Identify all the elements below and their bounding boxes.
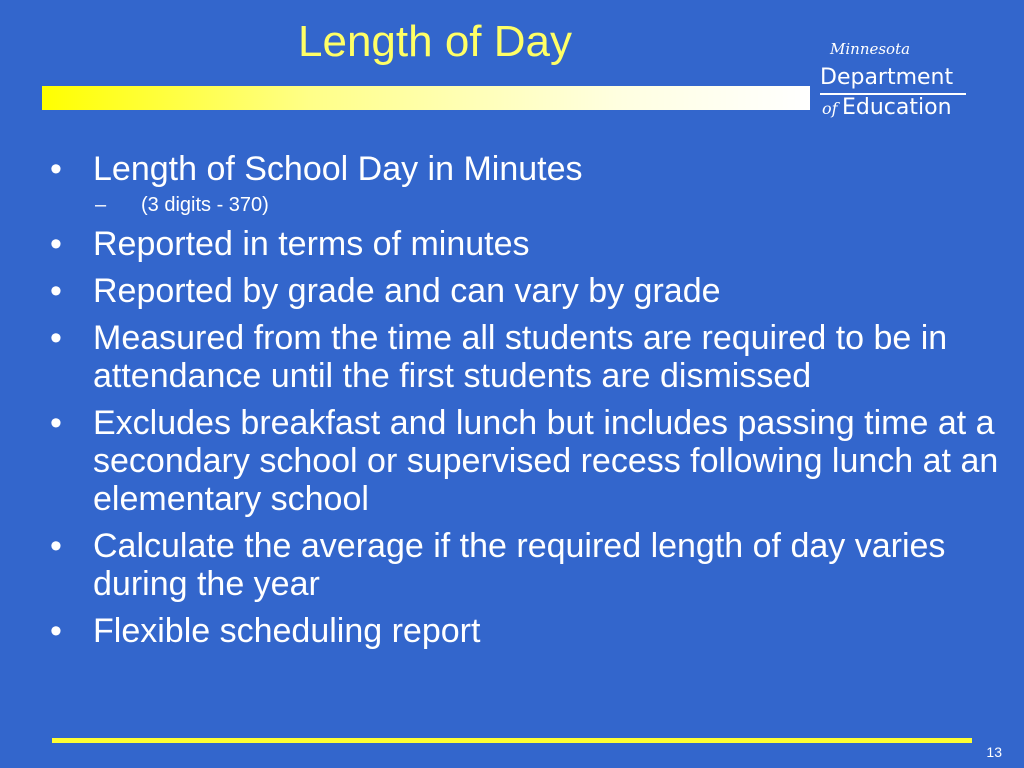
bullet-item: [50, 527, 1010, 603]
bullet-text: Calculate the average if the required length of day varies during the year: [93, 527, 946, 603]
bullet-text: Flexible scheduling report: [93, 612, 481, 650]
bullet-text: Excludes breakfast and lunch but includes passing time at a secondary school or supervised recess following lunch at an elementary school: [93, 404, 999, 518]
bullet-item: [50, 150, 1010, 188]
slide-title: Length of Day: [298, 17, 572, 66]
page-number: 13: [986, 744, 1002, 760]
sub-bullet-item: [93, 193, 1010, 217]
bullet-item: [50, 319, 1010, 395]
bullet-list: [50, 150, 1010, 659]
bullet-text: Length of School Day in Minutes: [93, 150, 583, 188]
bullet-dot: •: [50, 319, 62, 357]
bullet-item: [50, 225, 1010, 263]
bullet-dot: •: [50, 272, 62, 310]
bullet-dot: •: [50, 150, 62, 188]
bullet-dot: •: [50, 225, 62, 263]
bullet-text: Reported in terms of minutes: [93, 225, 530, 263]
bullet-item: [50, 612, 1010, 650]
bullet-text: Measured from the time all students are required to be in attendance until the first students are dismissed: [93, 319, 948, 395]
title-gradient-bar: [42, 86, 810, 110]
sub-bullet-dash: –: [95, 194, 107, 216]
bullet-dot: •: [50, 404, 62, 442]
mde-logo: [812, 38, 982, 128]
bullet-dot: •: [50, 612, 62, 650]
bullet-item: [50, 404, 1010, 518]
bullet-text: Reported by grade and can vary by grade: [93, 272, 721, 310]
sub-bullet-text: (3 digits - 370): [141, 194, 269, 216]
bullet-item: [50, 272, 1010, 310]
logo-department: Department: [820, 65, 954, 90]
logo-education: Education: [842, 95, 952, 120]
bullet-dot: •: [50, 527, 62, 565]
logo-state-script: Minnesota: [830, 40, 911, 58]
footer-line: [52, 738, 972, 743]
logo-of-script: of: [822, 99, 838, 118]
